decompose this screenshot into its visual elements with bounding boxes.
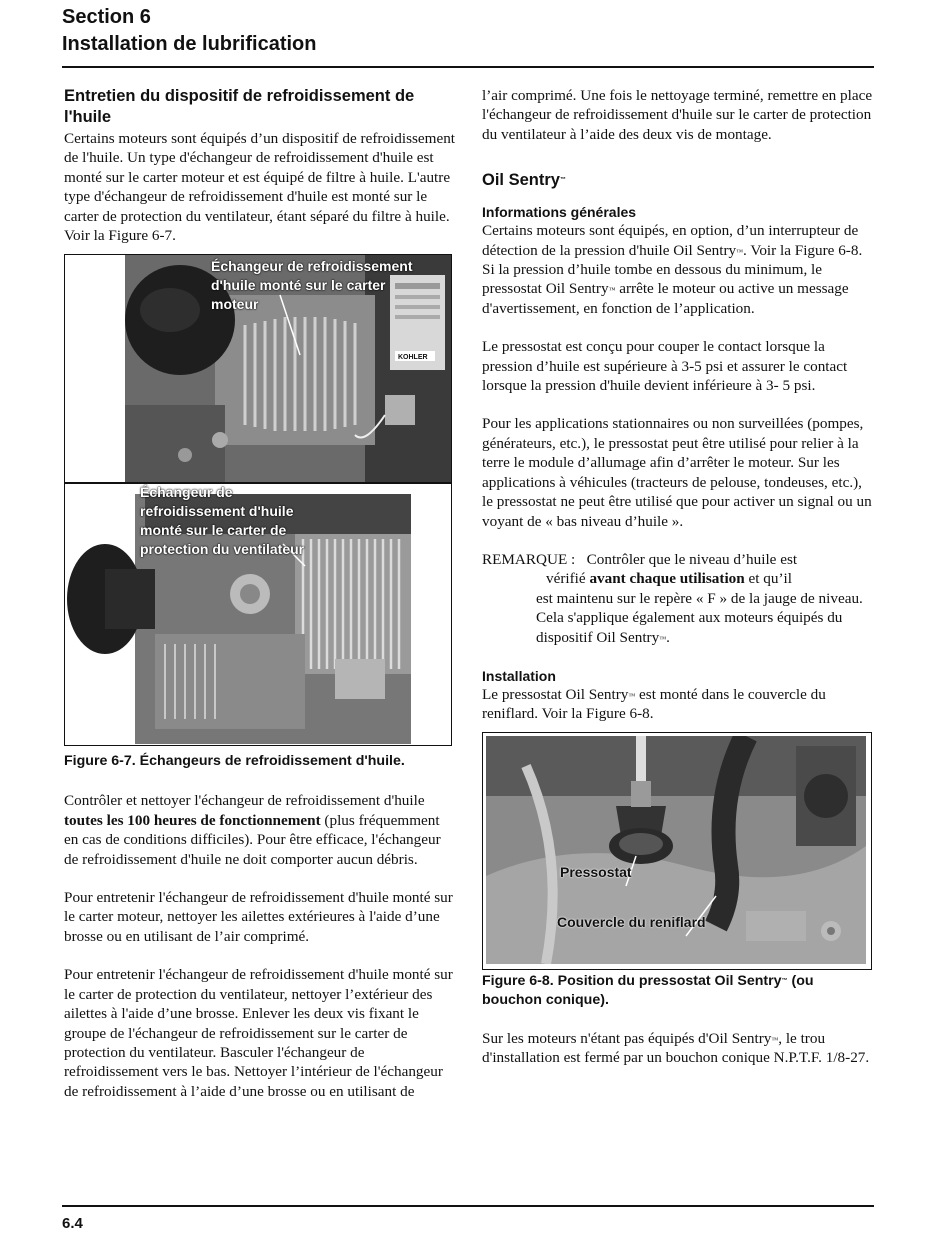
general-info-heading: Informations générales	[482, 204, 637, 221]
caption-6-8-a: Figure 6-8. Position du pressostat Oil Sentry	[482, 972, 782, 989]
figure-6-8	[482, 732, 872, 970]
remark-second-line	[482, 569, 874, 588]
blower-housing-cooler-label: Échangeur de refroidissement d'huile monté sur le carter de protection du ventilateur	[140, 484, 305, 558]
remark-text-end: .	[666, 628, 670, 646]
switch-function-paragraph: Le pressostat est conçu pour couper le contact lorsque la pression d’huile est supérieure à 3-5 psi et assurer le contact lorsque la pression d'huile devient inférieure à 3- 5 psi.	[482, 338, 848, 395]
inspection-interval-bold: toutes les 100 heures de fonctionnement	[64, 811, 321, 829]
left-column	[64, 86, 456, 1101]
footer-rule	[62, 1205, 874, 1207]
installation-heading: Installation	[482, 667, 556, 684]
general-info-paragraph	[482, 221, 874, 318]
crankcase-cooler-photo	[65, 255, 451, 482]
header-rule	[62, 66, 874, 68]
applications-paragraph: Pour les applications stationnaires ou non surveillées (pompes, générateurs, etc.), le pressostat peut être utilisé pour relier à la terre le module d’allumage afin d’arrêter le moteur. Sur les applications à véhicules (tracteurs de pelouse, tondeuses, etc.), le pressostat ne peut être utilisé que pour activer un signal ou un voyant de « bas niveau d’huile ».	[482, 415, 872, 530]
caption-6-8-b: (ou bouchon conique).	[482, 972, 814, 1008]
page-header	[62, 4, 874, 58]
remark-text-first: Contrôler que le niveau d’huile est	[586, 550, 798, 568]
page-number: 6.4	[62, 1215, 83, 1232]
section-title: Installation de lubrification	[62, 33, 317, 55]
installation-paragraph	[482, 685, 874, 724]
inspection-interval-paragraph	[64, 791, 456, 869]
plug-text-b: , le trou d'installation est fermé par un bouchon conique N.P.T.F. 1/8-27.	[482, 1029, 870, 1067]
trademark-symbol: ™	[628, 691, 636, 700]
figure-6-8-caption	[482, 972, 874, 1010]
trademark-symbol: ™	[771, 1035, 779, 1044]
trademark-symbol: ™	[559, 177, 566, 184]
oil-cooler-heading: Entretien du dispositif de refroidissement de l'huile	[64, 87, 415, 126]
install-text-2: est monté dans le couvercle du reniflard. Voir la Figure 6-8.	[482, 685, 826, 723]
remark-text-bold: avant chaque utilisation	[589, 570, 745, 588]
remark-label: REMARQUE :	[482, 550, 576, 568]
trademark-symbol: ™	[736, 247, 743, 256]
figure-6-7-caption: Figure 6-7. Échangeurs de refroidissement d'huile.	[64, 753, 405, 770]
oil-cooler-intro: Certains moteurs sont équipés d’un dispositif de refroidissement de l'huile. Un type d'échangeur de refroidissement d'huile est monté sur le carter moteur et est équipé de filtre à huile. L'autre type d'échangeur de refroidissement d'huile est monté sur le carter de protection du ventilateur, étant séparé du filtre à huile. Voir la Figure 6-7.	[64, 130, 456, 245]
trademark-symbol: ™	[781, 977, 788, 984]
inspection-text-a: Contrôler et nettoyer l'échangeur de refroidissement d'huile	[64, 792, 425, 810]
remark-text-2a: vérifié	[546, 570, 590, 588]
inspection-text-b: (plus fréquemment en cas de conditions difficiles). Pour être efficace, l'échangeur de refroidissement d'huile ne doit comporter aucun débris.	[64, 811, 441, 868]
plug-text-a: Sur les moteurs n'étant pas équipés d'Oil Sentry	[482, 1029, 772, 1047]
blower-housing-cooler-photo	[65, 484, 451, 744]
info-text-1: Certains moteurs sont équipés, en option, d’un interrupteur de détection de la pression d'huile Oil Sentry	[482, 222, 859, 259]
remark-rest	[482, 589, 874, 647]
cleaning-continuation-paragraph: l’air comprimé. Une fois le nettoyage terminé, remettre en place l'échangeur de refroidissement d'huile sur le carter de protection du ventilateur à l’aide des deux vis de montage.	[482, 87, 873, 143]
pressure-switch-label: Pressostat	[560, 863, 632, 880]
kohler-decal-text: KOHLER	[398, 354, 428, 362]
figure-6-7	[64, 254, 452, 746]
oil-sentry-heading-text: Oil Sentry	[482, 171, 560, 190]
blower-cleaning-paragraph: Pour entretenir l'échangeur de refroidissement d'huile monté sur le carter de protection du ventilateur, nettoyer l’extérieur des ailettes à l'aide d’une brosse. Enlever les deux vis fixant le groupe de l'échangeur de refroidissement sur le carter de protection du ventilateur. Basculer l'échangeur de refroidissement vers le bas. Nettoyer l’intérieur de l'échangeur de refroidissement à l’aide d’une brosse ou en utilisant de	[64, 966, 453, 1100]
remark-first-line	[482, 550, 874, 569]
trademark-symbol: ™	[608, 286, 616, 295]
section-number: Section 6	[62, 6, 151, 28]
info-text-2: . Voir la Figure 6-8. Si la pression d’huile tombe en dessous du minimum, le pressostat Oil Sentry	[482, 241, 863, 298]
crankcase-cooler-label: Échangeur de refroidissement d'huile monté sur le carter moteur	[211, 258, 413, 313]
breather-cover-label: Couvercle du reniflard	[557, 913, 706, 930]
install-text-1: Le pressostat Oil Sentry	[482, 685, 629, 703]
remark-note	[482, 550, 874, 647]
plug-paragraph	[482, 1029, 874, 1068]
right-column	[482, 86, 874, 1068]
oil-sentry-photo	[486, 736, 866, 964]
remark-text-rest: est maintenu sur le repère « F » de la jauge de niveau. Cela s'applique également aux moteurs équipés du dispositif Oil Sentry	[536, 589, 863, 646]
remark-text-2b: et qu’il	[744, 570, 792, 588]
trademark-symbol: ™	[659, 634, 667, 643]
info-text-3: arrête le moteur ou active un message d'avertissement, en fonction de l’application.	[482, 280, 849, 317]
oil-sentry-heading	[482, 170, 874, 190]
crankcase-cleaning-paragraph: Pour entretenir l'échangeur de refroidissement d'huile monté sur le carter moteur, nettoyer les ailettes extérieures à l'aide d’une brosse ou en utilisant de l’air comprimé.	[64, 889, 453, 945]
